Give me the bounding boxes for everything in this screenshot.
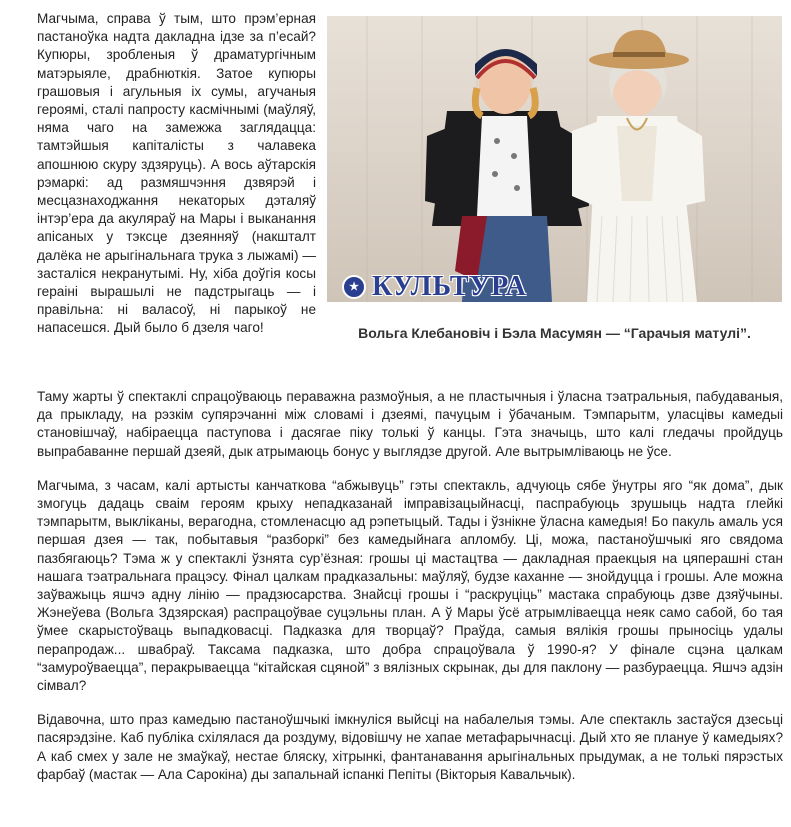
article-top-row [37, 10, 791, 366]
paragraph: Таму жарты ў спектаклі спрацоўваюць пераважна размоўныя, а не пластычныя і ўласна тэатральныя, пабудаваныя, да прыкладу, на рэзкім супярэчанні між словамі і дзеямі, пачуцым і ўбачаным. Тэмпарытм, уласцівы камедыі становішчаў, набіраецца паступова і дасягае піку толькі ў канцы. Гэта значыць, што калі гледачы пройдуць выпрабаванне першай дзеяй, дык атрымаюць бонус у выглядзе другой. Але вытрымліваюць не ўсе. [37, 389, 783, 459]
paragraph: Відавочна, што праз камедыю пастаноўшчыкі імкнуліся выйсці на набалелыя тэмы. Але спектакль застаўся дзесьці пасярэдзіне. Каб публіка схілялася да роздуму, відовішчу не хапае метафарычнасці. Дый хто яе плануе ў камедыях? А каб смех у зале не змаўкаў, нестае бляску, хітрынкі, фантанавання арыгінальных прыдумак, а не толькі пярэстых фарбаў (мастак — Ала Сарокіна) ды запальнай іспанкі Пепіты (Вікторыя Кавальчык). [37, 712, 783, 782]
article [37, 0, 791, 784]
article-body [37, 366, 791, 784]
photo-illustration [327, 16, 782, 302]
lead-paragraph: Магчыма, справа ў тым, што прэм’ерная пастаноўка надта дакладна ідзе за п’есай? Купюры, зробленыя ў драматургічным матэрыяле, драбнюткія. Затое купюры грашовыя і агульныя іх сумы, агучаныя героямі, сталі папросту касмічнымі (маўляў, няма чаго на замежжа заглядацца: тамтэйшыя капіталісты з чалавека апошнюю скуру здзяруць). А вось аўтарскія рэмаркі: ад размяшчэння дзвярэй і месцазнаходжання некаторых дэталяў інтэр’ера да акуляраў на Мары і выканання апісаных у тэксце дзеянняў (накшталт далёка не арыгінальнага трука з лыжамі) — засталіся некранутымі. Ну, хіба доўгія косы гераіні вырашылі не падстрыгаць — і правільна: ні валасоў, ні парыкоў не напасешся. Дый было б дзеля чаго! [37, 11, 316, 336]
publication-watermark [342, 272, 527, 302]
paragraph: Магчыма, з часам, калі артысты канчаткова “абжывуць” гэты спектакль, адчуюць сябе ўнутры яго “як дома”, дык змогуць дадаць сваім героям крыху непадказанай імправізацыйнасці, паспрабуюць зрушыць надта глейкі тэмпарытм, выкліканы, верагодна, стомленасцю ад рэпетыцый. Тады і ўзнікне ўласна камедыя! Бо пакуль амаль уся першая дзея — так, побытавыя “разборкі” без камедыйнага апломбу. Ці, можа, пастаноўшчыкі яго свядома пазбягаюць? Тэма ж у спектаклі ўзнята сур’ёзная: грошы ці мастацтва — дакладная праекцыя на цяперашні стан нашага тэатральнага працэсу. Фінал цалкам прадказальны: маўляў, будзе каханне — знойдуцца і грошы. Але можна заўважыць яшчэ адну лінію — прадзюсарства. Знайсці грошы і “раскруціць” мастака спрабуюць дзве дзяўчыны. Жэнеўева (Вольга Здзярская) распрацоўвае суцэльны план. А ў Мары ўсё атрымліваецца неяк само сабой, бо тая ўмее скарыстоўваць выпадковасці. Падказка для творцаў? Праўда, самыя вялікія грошы прыносіць удалы перапродаж... швабраў. Таксама падказка, што добра спрацоўвала ў 1990-я? У фінале сцэна цалкам “замуроўваецца”, перакрываецца “кітайская сцяной” з вялізных скрынак, ды для паклону — разбураецца. Яшчэ адзін сімвал? [37, 477, 783, 694]
article-photo [327, 16, 782, 302]
photo-caption: Вольга Клебановіч і Бэла Масумян — “Гарачыя матулі”. [358, 325, 751, 341]
article-figure [327, 16, 782, 342]
watermark-text: КУЛЬТУРА [372, 270, 527, 302]
emblem-icon: ★ [342, 275, 366, 299]
